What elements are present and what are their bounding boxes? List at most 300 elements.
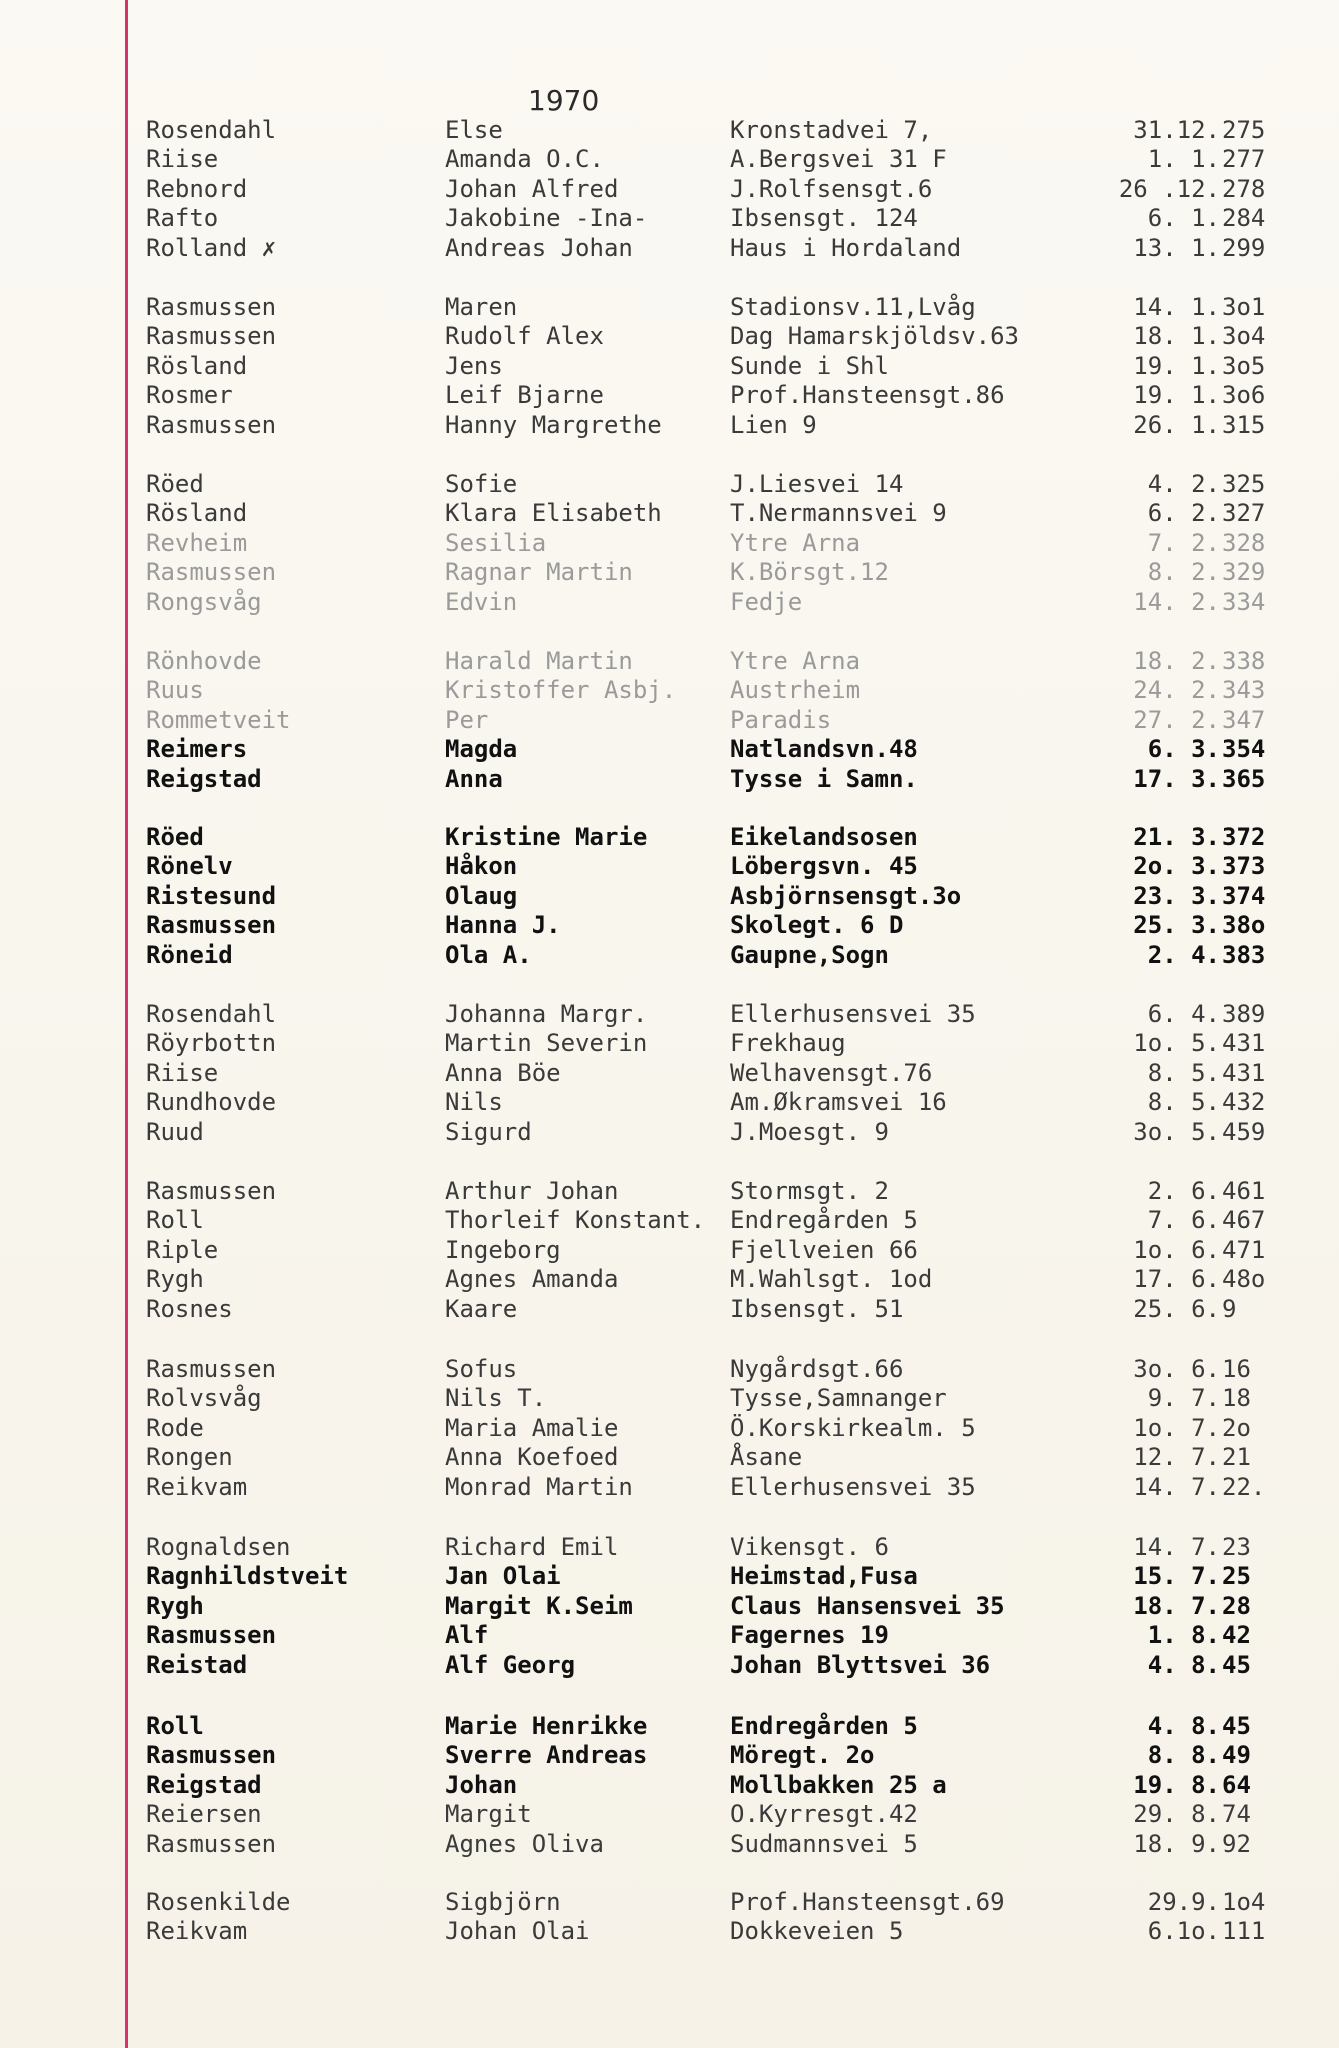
first-name-cell: Sigbjörn bbox=[445, 1888, 561, 1916]
date-cell: 7. 2. bbox=[1147, 528, 1220, 557]
entry-number-cell: 299 bbox=[1222, 233, 1266, 262]
register-row bbox=[0, 1443, 1339, 1472]
register-row bbox=[0, 1206, 1339, 1235]
date-cell: 27. 2. bbox=[1133, 705, 1220, 734]
first-name-cell: Ola A. bbox=[445, 940, 532, 969]
address-cell: Ellerhusensvei 35 bbox=[730, 1472, 976, 1501]
address-cell: Endregården 5 bbox=[730, 1206, 918, 1235]
surname-cell: Rommetveit bbox=[146, 705, 291, 734]
address-cell: Åsane bbox=[730, 1443, 803, 1472]
date-cell: 14. 7. bbox=[1133, 1472, 1220, 1501]
register-row bbox=[0, 1533, 1339, 1562]
address-cell: Prof.Hansteensgt.69 bbox=[730, 1888, 1005, 1916]
date-cell: 4. 8. bbox=[1147, 1650, 1220, 1679]
first-name-cell: Jens bbox=[445, 351, 503, 380]
register-row bbox=[0, 1414, 1339, 1443]
register-row bbox=[0, 1295, 1339, 1324]
entry-number-cell: 92 bbox=[1222, 1829, 1251, 1858]
address-cell: Ö.Korskirkealm. 5 bbox=[730, 1413, 976, 1442]
register-row bbox=[0, 470, 1339, 499]
address-cell: Claus Hansensvei 35 bbox=[730, 1591, 1005, 1620]
register-row bbox=[0, 499, 1339, 528]
register-row bbox=[0, 1059, 1339, 1088]
first-name-cell: Ingeborg bbox=[445, 1235, 561, 1264]
register-row bbox=[0, 1236, 1339, 1265]
address-cell: Mollbakken 25 a bbox=[730, 1770, 947, 1799]
address-cell: Austrheim bbox=[730, 676, 861, 705]
date-cell: 8. 5. bbox=[1147, 1088, 1220, 1117]
first-name-cell: Margit bbox=[445, 1800, 532, 1829]
entry-number-cell: 3o6 bbox=[1222, 381, 1266, 410]
date-cell: 1o. 6. bbox=[1133, 1235, 1220, 1264]
surname-cell: Riise bbox=[146, 1058, 219, 1087]
address-cell: Johan Blyttsvei 36 bbox=[730, 1650, 991, 1679]
surname-cell: Rongsvåg bbox=[146, 587, 262, 616]
entry-number-cell: 25 bbox=[1222, 1562, 1251, 1591]
entry-number-cell: 111 bbox=[1222, 1917, 1266, 1946]
first-name-cell: Ragnar Martin bbox=[445, 558, 633, 587]
address-cell: Möregt. 2o bbox=[730, 1741, 875, 1770]
date-cell: 29.9. bbox=[1147, 1888, 1220, 1916]
register-row bbox=[0, 145, 1339, 174]
date-cell: 18. 9. bbox=[1133, 1829, 1220, 1858]
first-name-cell: Sesilia bbox=[445, 528, 547, 557]
entry-group bbox=[0, 116, 1339, 263]
surname-cell: Roll bbox=[146, 1712, 204, 1740]
first-name-cell: Klara Elisabeth bbox=[445, 499, 662, 528]
entry-number-cell: 21 bbox=[1222, 1443, 1251, 1472]
date-cell: 14. 1. bbox=[1133, 293, 1220, 321]
surname-cell: Rundhovde bbox=[146, 1088, 277, 1117]
date-cell: 4. 2. bbox=[1147, 470, 1220, 498]
address-cell: Tysse,Samnanger bbox=[730, 1384, 947, 1413]
register-row bbox=[0, 1029, 1339, 1058]
entry-group bbox=[0, 823, 1339, 970]
entry-number-cell: 383 bbox=[1222, 940, 1266, 969]
address-cell: J.Moesgt. 9 bbox=[730, 1117, 889, 1146]
register-row bbox=[0, 1771, 1339, 1800]
entry-number-cell: 327 bbox=[1222, 499, 1266, 528]
surname-cell: Röed bbox=[146, 823, 204, 851]
register-row bbox=[0, 1355, 1339, 1384]
register-row bbox=[0, 1118, 1339, 1147]
address-cell: Stormsgt. 2 bbox=[730, 1177, 889, 1205]
entry-number-cell: 461 bbox=[1222, 1177, 1266, 1205]
register-row bbox=[0, 676, 1339, 705]
surname-cell: Riple bbox=[146, 1235, 219, 1264]
entry-number-cell: 278 bbox=[1222, 174, 1266, 203]
surname-cell: Roll bbox=[146, 1206, 204, 1235]
entry-number-cell: 9 bbox=[1222, 1294, 1237, 1323]
register-row bbox=[0, 293, 1339, 322]
entry-number-cell: 374 bbox=[1222, 881, 1266, 910]
address-cell: Ellerhusensvei 35 bbox=[730, 1000, 976, 1028]
surname-cell: Ragnhildstveit bbox=[146, 1562, 349, 1591]
address-cell: Prof.Hansteensgt.86 bbox=[730, 381, 1005, 410]
first-name-cell: Johan bbox=[445, 1770, 518, 1799]
first-name-cell: Rudolf Alex bbox=[445, 322, 604, 351]
first-name-cell: Hanny Margrethe bbox=[445, 410, 662, 439]
entry-number-cell: 325 bbox=[1222, 470, 1266, 498]
date-cell: 18. 1. bbox=[1133, 322, 1220, 351]
address-cell: Paradis bbox=[730, 705, 832, 734]
date-cell: 13. 1. bbox=[1133, 233, 1220, 262]
entry-group bbox=[0, 1888, 1339, 1947]
entry-number-cell: 459 bbox=[1222, 1117, 1266, 1146]
address-cell: Lien 9 bbox=[730, 410, 817, 439]
entry-number-cell: 372 bbox=[1222, 823, 1266, 851]
entry-number-cell: 329 bbox=[1222, 558, 1266, 587]
surname-cell: Rasmussen bbox=[146, 1355, 277, 1383]
address-cell: O.Kyrresgt.42 bbox=[730, 1800, 918, 1829]
entry-number-cell: 373 bbox=[1222, 852, 1266, 881]
surname-cell: Röed bbox=[146, 470, 204, 498]
surname-cell: Reigstad bbox=[146, 1770, 262, 1799]
register-row bbox=[0, 1562, 1339, 1591]
register-row bbox=[0, 1741, 1339, 1770]
surname-cell: Reiersen bbox=[146, 1800, 262, 1829]
date-cell: 2. 4. bbox=[1147, 940, 1220, 969]
surname-cell: Rasmussen bbox=[146, 1829, 277, 1858]
surname-cell: Rösland bbox=[146, 499, 248, 528]
register-row bbox=[0, 1621, 1339, 1650]
address-cell: M.Wahlsgt. 1od bbox=[730, 1265, 933, 1294]
address-cell: Fjellveien 66 bbox=[730, 1235, 918, 1264]
date-cell: 19. 1. bbox=[1133, 351, 1220, 380]
entry-group bbox=[0, 1533, 1339, 1680]
register-row bbox=[0, 116, 1339, 145]
date-cell: 19. 8. bbox=[1133, 1770, 1220, 1799]
date-cell: 6.1o. bbox=[1147, 1917, 1220, 1946]
first-name-cell: Else bbox=[445, 116, 503, 144]
surname-cell: Rosenkilde bbox=[146, 1888, 291, 1916]
first-name-cell: Amanda O.C. bbox=[445, 145, 604, 174]
register-row bbox=[0, 588, 1339, 617]
register-row bbox=[0, 882, 1339, 911]
address-cell: Endregården 5 bbox=[730, 1712, 918, 1740]
register-row bbox=[0, 941, 1339, 970]
address-cell: Natlandsvn.48 bbox=[730, 735, 918, 764]
date-cell: 6. 4. bbox=[1147, 1000, 1220, 1028]
date-cell: 4. 8. bbox=[1147, 1712, 1220, 1740]
entry-number-cell: 431 bbox=[1222, 1058, 1266, 1087]
address-cell: Am.Økramsvei 16 bbox=[730, 1088, 947, 1117]
entry-number-cell: 467 bbox=[1222, 1206, 1266, 1235]
entry-number-cell: 315 bbox=[1222, 410, 1266, 439]
surname-cell: Reigstad bbox=[146, 764, 262, 793]
first-name-cell: Sigurd bbox=[445, 1117, 532, 1146]
surname-cell: Rygh bbox=[146, 1591, 204, 1620]
surname-cell: Rolland ✗ bbox=[146, 233, 277, 262]
surname-cell: Ruus bbox=[146, 676, 204, 705]
surname-cell: Rönelv bbox=[146, 852, 233, 881]
entry-number-cell: 365 bbox=[1222, 764, 1266, 793]
register-row bbox=[0, 204, 1339, 233]
address-cell: Vikensgt. 6 bbox=[730, 1533, 889, 1561]
register-row bbox=[0, 1177, 1339, 1206]
first-name-cell: Harald Martin bbox=[445, 647, 633, 675]
surname-cell: Reikvam bbox=[146, 1472, 248, 1501]
first-name-cell: Johan Alfred bbox=[445, 174, 619, 203]
first-name-cell: Håkon bbox=[445, 852, 518, 881]
first-name-cell: Edvin bbox=[445, 587, 518, 616]
address-cell: K.Börsgt.12 bbox=[730, 558, 889, 587]
surname-cell: Revheim bbox=[146, 528, 248, 557]
entry-number-cell: 277 bbox=[1222, 145, 1266, 174]
register-row bbox=[0, 1265, 1339, 1294]
register-row bbox=[0, 1088, 1339, 1117]
entry-number-cell: 3o5 bbox=[1222, 351, 1266, 380]
register-row bbox=[0, 1830, 1339, 1859]
date-cell: 17. 6. bbox=[1133, 1265, 1220, 1294]
surname-cell: Rygh bbox=[146, 1265, 204, 1294]
first-name-cell: Jakobine -Ina- bbox=[445, 204, 648, 233]
address-cell: A.Bergsvei 31 F bbox=[730, 145, 947, 174]
entry-number-cell: 2o bbox=[1222, 1413, 1251, 1442]
surname-cell: Rosendahl bbox=[146, 116, 277, 144]
date-cell: 2. 6. bbox=[1147, 1177, 1220, 1205]
entry-group bbox=[0, 470, 1339, 617]
date-cell: 19. 1. bbox=[1133, 381, 1220, 410]
date-cell: 1. 1. bbox=[1147, 145, 1220, 174]
date-cell: 1o. 7. bbox=[1133, 1413, 1220, 1442]
first-name-cell: Per bbox=[445, 705, 489, 734]
first-name-cell: Maria Amalie bbox=[445, 1413, 619, 1442]
first-name-cell: Kristine Marie bbox=[445, 823, 648, 851]
register-row bbox=[0, 352, 1339, 381]
address-cell: Ibsensgt. 51 bbox=[730, 1294, 904, 1323]
entry-number-cell: 471 bbox=[1222, 1235, 1266, 1264]
entry-number-cell: 45 bbox=[1222, 1650, 1251, 1679]
register-row bbox=[0, 823, 1339, 852]
entry-number-cell: 354 bbox=[1222, 735, 1266, 764]
surname-cell: Rognaldsen bbox=[146, 1533, 291, 1561]
date-cell: 25. 6. bbox=[1133, 1294, 1220, 1323]
register-row bbox=[0, 529, 1339, 558]
first-name-cell: Agnes Oliva bbox=[445, 1829, 604, 1858]
first-name-cell: Nils T. bbox=[445, 1384, 547, 1413]
date-cell: 6. 3. bbox=[1147, 735, 1220, 764]
register-row bbox=[0, 322, 1339, 351]
entry-number-cell: 49 bbox=[1222, 1741, 1251, 1770]
page-year: 1970 bbox=[528, 84, 600, 117]
surname-cell: Rasmussen bbox=[146, 558, 277, 587]
entry-number-cell: 389 bbox=[1222, 1000, 1266, 1028]
surname-cell: Rasmussen bbox=[146, 911, 277, 940]
register-row bbox=[0, 1651, 1339, 1680]
address-cell: Ytre Arna bbox=[730, 647, 861, 675]
date-cell: 14. 2. bbox=[1133, 587, 1220, 616]
address-cell: Nygårdsgt.66 bbox=[730, 1355, 904, 1383]
surname-cell: Rasmussen bbox=[146, 1177, 277, 1205]
entry-group bbox=[0, 293, 1339, 440]
address-cell: Tysse i Samn. bbox=[730, 764, 918, 793]
surname-cell: Reistad bbox=[146, 1650, 248, 1679]
register-row bbox=[0, 411, 1339, 440]
first-name-cell: Johanna Margr. bbox=[445, 1000, 648, 1028]
date-cell: 26. 1. bbox=[1133, 410, 1220, 439]
date-cell: 8. 2. bbox=[1147, 558, 1220, 587]
surname-cell: Rongen bbox=[146, 1443, 233, 1472]
surname-cell: Rönhovde bbox=[146, 647, 262, 675]
entry-number-cell: 338 bbox=[1222, 647, 1266, 675]
entry-number-cell: 347 bbox=[1222, 705, 1266, 734]
surname-cell: Röyrbottn bbox=[146, 1029, 277, 1058]
first-name-cell: Hanna J. bbox=[445, 911, 561, 940]
entry-number-cell: 275 bbox=[1222, 116, 1266, 144]
register-row bbox=[0, 1712, 1339, 1741]
first-name-cell: Andreas Johan bbox=[445, 233, 633, 262]
entry-number-cell: 431 bbox=[1222, 1029, 1266, 1058]
address-cell: Ibsensgt. 124 bbox=[730, 204, 918, 233]
first-name-cell: Monrad Martin bbox=[445, 1472, 633, 1501]
address-cell: Gaupne,Sogn bbox=[730, 940, 889, 969]
surname-cell: Rösland bbox=[146, 351, 248, 380]
register-row bbox=[0, 1888, 1339, 1917]
surname-cell: Reimers bbox=[146, 735, 248, 764]
first-name-cell: Martin Severin bbox=[445, 1029, 648, 1058]
first-name-cell: Anna Böe bbox=[445, 1058, 561, 1087]
address-cell: Heimstad,Fusa bbox=[730, 1562, 918, 1591]
first-name-cell: Arthur Johan bbox=[445, 1177, 619, 1205]
entry-number-cell: 45 bbox=[1222, 1712, 1251, 1740]
first-name-cell: Agnes Amanda bbox=[445, 1265, 619, 1294]
register-row bbox=[0, 558, 1339, 587]
entry-number-cell: 284 bbox=[1222, 204, 1266, 233]
date-cell: 23. 3. bbox=[1133, 881, 1220, 910]
surname-cell: Riise bbox=[146, 145, 219, 174]
surname-cell: Röneid bbox=[146, 940, 233, 969]
date-cell: 3o. 5. bbox=[1133, 1117, 1220, 1146]
surname-cell: Rosmer bbox=[146, 381, 233, 410]
register-row bbox=[0, 852, 1339, 881]
first-name-cell: Margit K.Seim bbox=[445, 1591, 633, 1620]
address-cell: Dokkeveien 5 bbox=[730, 1917, 904, 1946]
date-cell: 8. 8. bbox=[1147, 1741, 1220, 1770]
register-row bbox=[0, 1473, 1339, 1502]
register-row bbox=[0, 647, 1339, 676]
address-cell: J.Rolfsensgt.6 bbox=[730, 174, 933, 203]
register-row bbox=[0, 234, 1339, 263]
entry-number-cell: 3o4 bbox=[1222, 322, 1266, 351]
first-name-cell: Kristoffer Asbj. bbox=[445, 676, 677, 705]
surname-cell: Ristesund bbox=[146, 881, 277, 910]
entry-number-cell: 28 bbox=[1222, 1591, 1251, 1620]
entry-number-cell: 74 bbox=[1222, 1800, 1251, 1829]
entry-number-cell: 22. bbox=[1222, 1472, 1266, 1501]
register-row bbox=[0, 381, 1339, 410]
register-row bbox=[0, 911, 1339, 940]
register-row bbox=[0, 735, 1339, 764]
date-cell: 15. 7. bbox=[1133, 1562, 1220, 1591]
entry-number-cell: 42 bbox=[1222, 1621, 1251, 1650]
first-name-cell: Johan Olai bbox=[445, 1917, 590, 1946]
entry-number-cell: 18 bbox=[1222, 1384, 1251, 1413]
first-name-cell: Maren bbox=[445, 293, 518, 321]
first-name-cell: Anna bbox=[445, 764, 503, 793]
address-cell: Asbjörnsensgt.3o bbox=[730, 881, 962, 910]
surname-cell: Rosendahl bbox=[146, 1000, 277, 1028]
first-name-cell: Anna Koefoed bbox=[445, 1443, 619, 1472]
address-cell: Fedje bbox=[730, 587, 803, 616]
date-cell: 2o. 3. bbox=[1133, 852, 1220, 881]
first-name-cell: Magda bbox=[445, 735, 518, 764]
first-name-cell: Nils bbox=[445, 1088, 503, 1117]
entry-number-cell: 334 bbox=[1222, 587, 1266, 616]
date-cell: 26 .12. bbox=[1118, 174, 1220, 203]
register-row bbox=[0, 1800, 1339, 1829]
address-cell: Kronstadvei 7, bbox=[730, 116, 933, 144]
first-name-cell: Richard Emil bbox=[445, 1533, 619, 1561]
date-cell: 1. 8. bbox=[1147, 1621, 1220, 1650]
first-name-cell: Alf Georg bbox=[445, 1650, 576, 1679]
date-cell: 8. 5. bbox=[1147, 1058, 1220, 1087]
date-cell: 24. 2. bbox=[1133, 676, 1220, 705]
date-cell: 12. 7. bbox=[1133, 1443, 1220, 1472]
address-cell: Haus i Hordaland bbox=[730, 233, 962, 262]
date-cell: 21. 3. bbox=[1133, 823, 1220, 851]
address-cell: Löbergsvn. 45 bbox=[730, 852, 918, 881]
first-name-cell: Olaug bbox=[445, 881, 518, 910]
surname-cell: Rolvsvåg bbox=[146, 1384, 262, 1413]
address-cell: Skolegt. 6 D bbox=[730, 911, 904, 940]
surname-cell: Rasmussen bbox=[146, 322, 277, 351]
address-cell: Fagernes 19 bbox=[730, 1621, 889, 1650]
date-cell: 7. 6. bbox=[1147, 1206, 1220, 1235]
surname-cell: Rode bbox=[146, 1413, 204, 1442]
address-cell: Eikelandsosen bbox=[730, 823, 918, 851]
entry-group bbox=[0, 647, 1339, 794]
register-row bbox=[0, 1000, 1339, 1029]
entry-number-cell: 16 bbox=[1222, 1355, 1251, 1383]
entry-number-cell: 48o bbox=[1222, 1265, 1266, 1294]
address-cell: Welhavensgt.76 bbox=[730, 1058, 933, 1087]
date-cell: 3o. 6. bbox=[1133, 1355, 1220, 1383]
date-cell: 17. 3. bbox=[1133, 764, 1220, 793]
entry-number-cell: 38o bbox=[1222, 911, 1266, 940]
address-cell: T.Nermannsvei 9 bbox=[730, 499, 947, 528]
date-cell: 31.12. bbox=[1133, 116, 1220, 144]
address-cell: Ytre Arna bbox=[730, 528, 861, 557]
register-row bbox=[0, 1917, 1339, 1946]
entry-number-cell: 23 bbox=[1222, 1533, 1251, 1561]
address-cell: Sunde i Shl bbox=[730, 351, 889, 380]
address-cell: Sudmannsvei 5 bbox=[730, 1829, 918, 1858]
entry-number-cell: 328 bbox=[1222, 528, 1266, 557]
address-cell: Stadionsv.11,Lvåg bbox=[730, 293, 976, 321]
first-name-cell: Sofie bbox=[445, 470, 518, 498]
date-cell: 18. 2. bbox=[1133, 647, 1220, 675]
entry-group bbox=[0, 1177, 1339, 1324]
surname-cell: Rasmussen bbox=[146, 1621, 277, 1650]
entry-number-cell: 343 bbox=[1222, 676, 1266, 705]
entry-number-cell: 64 bbox=[1222, 1770, 1251, 1799]
entry-number-cell: 3o1 bbox=[1222, 293, 1266, 321]
surname-cell: Rosnes bbox=[146, 1294, 233, 1323]
date-cell: 29. 8. bbox=[1133, 1800, 1220, 1829]
first-name-cell: Marie Henrikke bbox=[445, 1712, 648, 1740]
surname-cell: Rasmussen bbox=[146, 293, 277, 321]
address-cell: J.Liesvei 14 bbox=[730, 470, 904, 498]
surname-cell: Rafto bbox=[146, 204, 219, 233]
address-cell: Dag Hamarskjöldsv.63 bbox=[730, 322, 1019, 351]
entry-group bbox=[0, 1355, 1339, 1502]
date-cell: 14. 7. bbox=[1133, 1533, 1220, 1561]
date-cell: 6. 2. bbox=[1147, 499, 1220, 528]
first-name-cell: Sofus bbox=[445, 1355, 518, 1383]
surname-cell: Rasmussen bbox=[146, 1741, 277, 1770]
first-name-cell: Kaare bbox=[445, 1294, 518, 1323]
